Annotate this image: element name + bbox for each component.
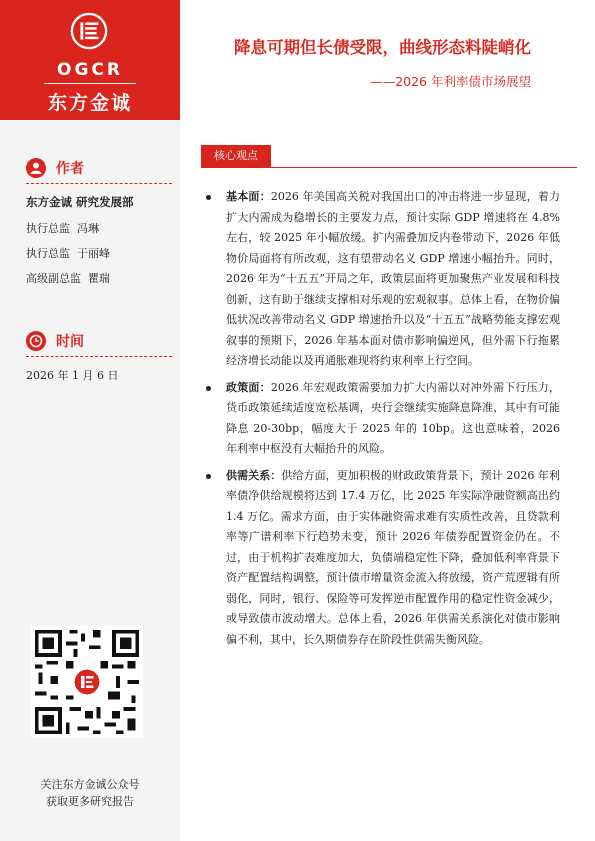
author-role: 执行总监	[26, 222, 70, 235]
authors-heading	[26, 158, 84, 178]
bullet-label: 基本面：	[226, 190, 271, 203]
brand-logo	[0, 0, 180, 120]
core-view-list	[204, 187, 560, 656]
bullet-policy	[204, 378, 560, 460]
author-role: 执行总监	[26, 247, 70, 260]
authors-divider	[26, 183, 172, 184]
core-view-divider	[201, 167, 577, 168]
brand-name-cn: 东方金诚	[47, 92, 132, 114]
author-row	[26, 245, 110, 261]
brand-name-en: OGCR	[57, 60, 123, 80]
author-name: 于丽峰	[77, 247, 110, 260]
core-view-tag: 核心观点	[201, 145, 271, 167]
time-divider	[26, 356, 172, 357]
author-role: 高级副总监	[26, 272, 81, 285]
report-title: 降息可期但长债受限，曲线形态料陡峭化	[234, 38, 531, 57]
author-row	[26, 270, 110, 286]
bullet-supply-demand	[204, 466, 560, 651]
time-heading	[26, 331, 84, 351]
qr-caption-follow: 关注东方金诚公众号	[40, 778, 140, 791]
bullet-label: 政策面：	[226, 380, 271, 394]
author-name: 冯琳	[77, 222, 99, 235]
bullet-label: 供需关系：	[226, 468, 282, 482]
author-row	[26, 220, 99, 236]
time-title: 时间	[56, 334, 84, 350]
authors-title: 作者	[56, 161, 84, 177]
report-subtitle: ——2026 年利率债市场展望	[370, 74, 531, 89]
qr-caption-reports: 获取更多研究报告	[46, 795, 134, 808]
bullet-fundamentals	[204, 187, 560, 372]
author-name: 瞿瑞	[88, 272, 110, 285]
person-icon	[26, 158, 46, 178]
sidebar	[0, 0, 180, 841]
bullet-text: 2026 年美国高关税对我国出口的冲击将进一步显现，着力扩大内需成为稳增长的主要发力点，预计实际 GDP 增速将在 4.8%左右，较 2025 年小幅放缓。扩内需叠加反内卷带动下，2026 年低物价局面将有所改观，这有望带动名义 GDP 增速小幅抬升。同时，2026 年为“十五五”开局之年，政策层面将更加聚焦产业发展和科技创新，这有助于继续支撑相对乐观的宏观叙事。总体上看，在物价偏低状况改善带动名义 GDP 增速抬升以及“十五五”战略势能支撑宏观叙事的预期下，2026 年基本面对债市影响偏逆风，但外需下行拖累经济增长动能以及再通胀难现将约束利率上行空间。	[226, 190, 561, 367]
bullet-text: 供给方面，更加积极的财政政策背景下，预计 2026 年利率债净供给规模将达到 17.4 万亿，比 2025 年实际净融资额高出约 1.4 万亿。需求方面，由于实体融资需求难有实质性改善，且贷款利率等广谱利率下行趋势未变，预计 2026 年债券配置资金仍在。不过，由于机构扩表难度加大，负债端稳定性下降，叠加低利率背景下资产配置结构调整，预计债市增量资金流入将放缓，资产荒逻辑有所弱化，同时，银行、保险等可发挥逆市配置作用的稳定性资金减少，或导致债市波动增大。总体上看，2026 年供需关系演化对债市影响偏不利，其中，长久期债券存在阶段性供需失衡风险。	[226, 468, 560, 646]
clock-icon	[26, 331, 46, 351]
department: 东方金诚 研究发展部	[26, 195, 134, 209]
bullet-text: 2026 年宏观政策需要加力扩大内需以对冲外需下行压力，货币政策延续适度宽松基调，央行会继续实施降息降准，其中有可能降息 20-30bp，幅度大于 2025 年的 10bp。这也意味着，2026 年利率中枢没有大幅抬升的风险。	[226, 380, 561, 455]
qr-code	[31, 626, 143, 738]
brand-divider	[44, 83, 136, 84]
report-date: 2026 年 1 月 6 日	[26, 369, 119, 382]
brand-logo-mark-icon	[70, 12, 108, 50]
